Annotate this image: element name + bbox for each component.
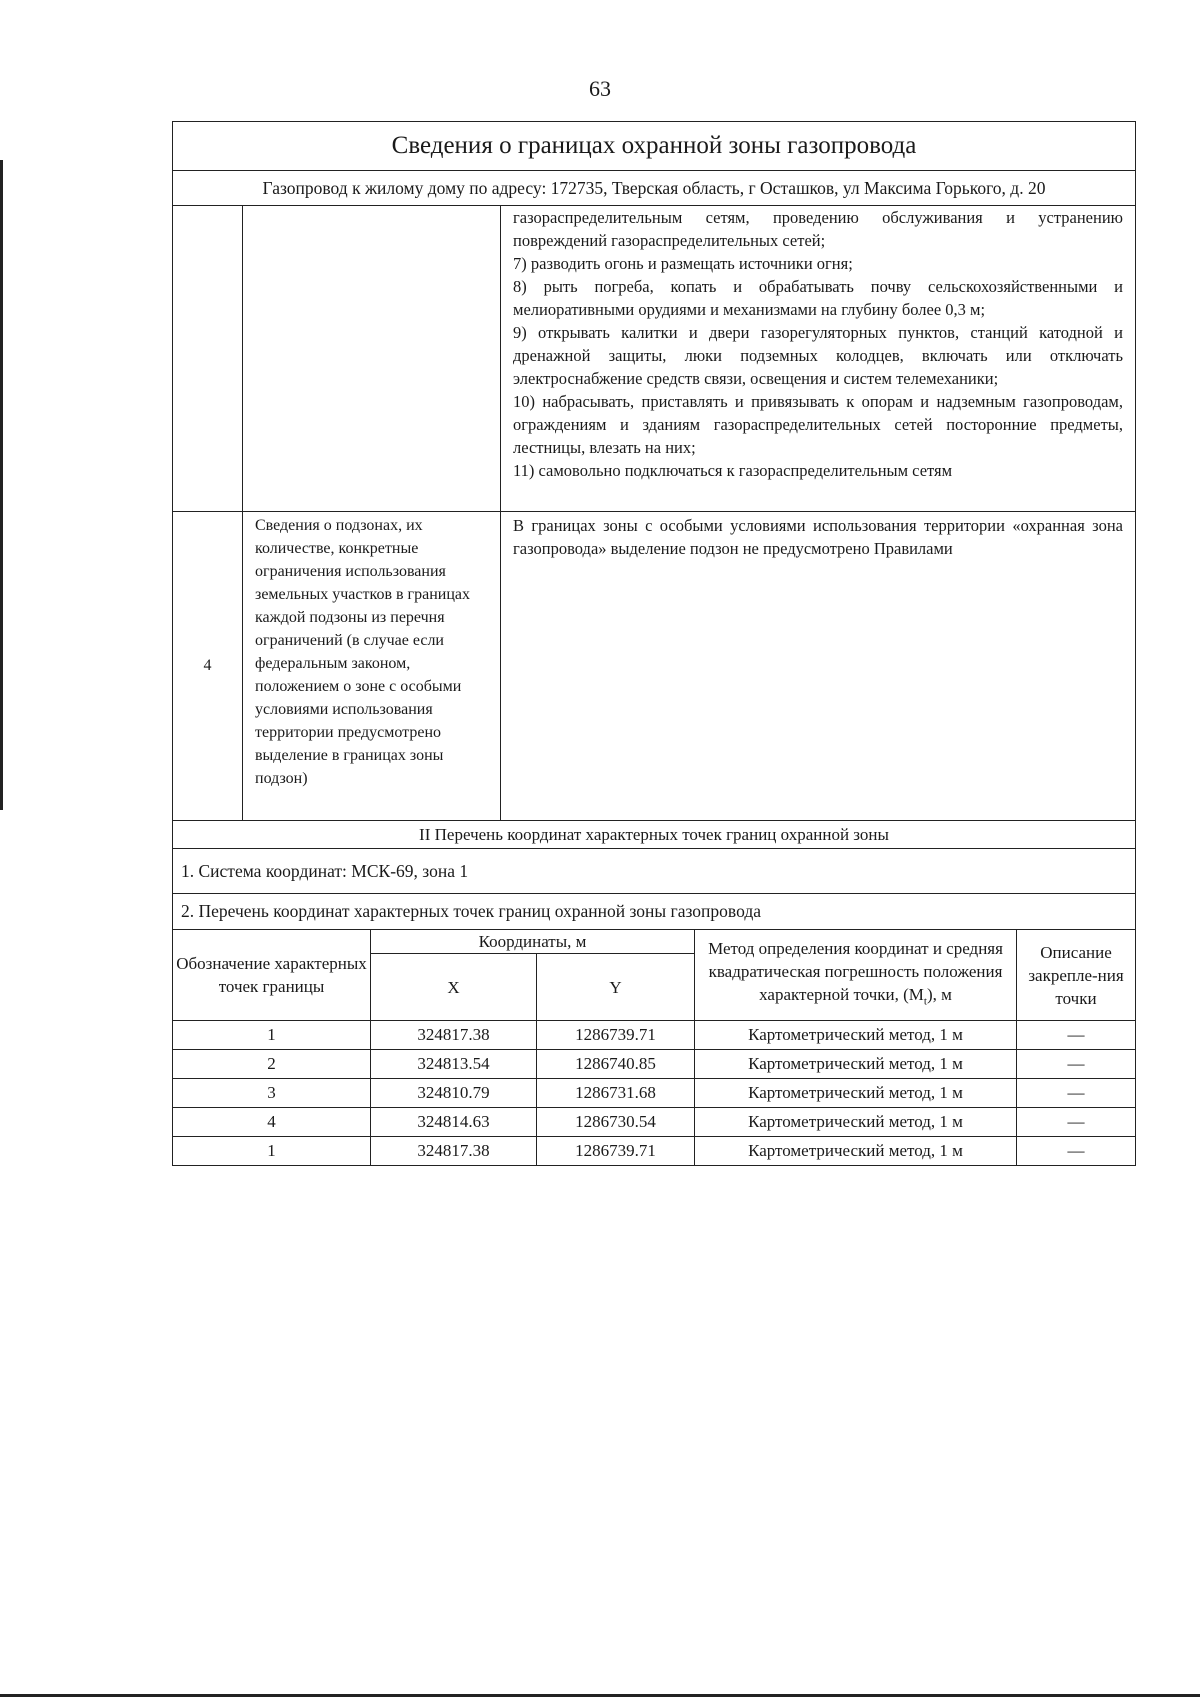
point-method: Картометрический метод, 1 м (695, 1137, 1017, 1166)
point-x: 324817.38 (371, 1021, 537, 1050)
row-value: В границах зоны с особыми условиями использования территории «охранная зона газопровода» выделение подзон не предусмотрено Правилами (501, 512, 1136, 821)
header-method-text: Метод определения координат и средняя квадратическая погрешность положения характерной точки, (M (708, 938, 1003, 1004)
point-fixing: — (1017, 1108, 1136, 1137)
point-x: 324813.54 (371, 1050, 537, 1079)
table-row (173, 1079, 1136, 1108)
document-title: Сведения о границах охранной зоны газопровода (173, 122, 1136, 171)
point-y: 1286730.54 (537, 1108, 695, 1137)
table-row (173, 512, 1136, 821)
point-fixing: — (1017, 1021, 1136, 1050)
point-id: 1 (173, 1021, 371, 1050)
header-method-subscript: t (923, 995, 927, 1008)
row-label: Сведения о подзонах, их количестве, конкретные ограничения использования земельных участков в границах каждой подзоны из перечня ограничений (в случае если федеральным законом, положением о зоне с особыми условиями использования территории предусмотрено выделение в границах зоны подзон) (243, 512, 501, 821)
table-row (173, 1050, 1136, 1079)
section-title: II Перечень координат характерных точек границ охранной зоны (173, 821, 1136, 849)
point-method: Картометрический метод, 1 м (695, 1050, 1017, 1079)
header-y: Y (537, 954, 695, 1021)
restriction-line: 7) разводить огонь и размещать источники огня; (513, 254, 853, 273)
point-y: 1286731.68 (537, 1079, 695, 1108)
coordinates-section (172, 821, 1136, 930)
restrictions-text (501, 206, 1136, 512)
point-fixing: — (1017, 1137, 1136, 1166)
restriction-line: газораспределительным сетям, проведению обслуживания и устранению повреждений газораспределительных сетей; (513, 208, 1123, 250)
point-x: 324810.79 (371, 1079, 537, 1108)
point-id: 1 (173, 1137, 371, 1166)
row-label-cell (243, 206, 501, 512)
header-designation: Обозначение характерных точек границы (173, 930, 371, 1021)
point-x: 324814.63 (371, 1108, 537, 1137)
point-y: 1286739.71 (537, 1021, 695, 1050)
point-id: 3 (173, 1079, 371, 1108)
point-fixing: — (1017, 1050, 1136, 1079)
document-body (172, 121, 1136, 1166)
point-y: 1286739.71 (537, 1137, 695, 1166)
point-y: 1286740.85 (537, 1050, 695, 1079)
header-method (695, 930, 1017, 1021)
point-id: 4 (173, 1108, 371, 1137)
row-number: 4 (173, 512, 243, 821)
point-method: Картометрический метод, 1 м (695, 1021, 1017, 1050)
zone-info-table (172, 206, 1136, 821)
header-coordinates: Координаты, м (371, 930, 695, 954)
point-method: Картометрический метод, 1 м (695, 1079, 1017, 1108)
coordinate-system: 1. Система координат: МСК-69, зона 1 (173, 849, 1136, 894)
header-x: X (371, 954, 537, 1021)
table-row (173, 1108, 1136, 1137)
document-subtitle: Газопровод к жилому дому по адресу: 172735, Тверская область, г Осташков, ул Максима Горького, д. 20 (173, 171, 1136, 206)
point-method: Картометрический метод, 1 м (695, 1108, 1017, 1137)
restriction-line: 9) открывать калитки и двери газорегуляторных пунктов, станций катодной и дренажной защиты, люки подземных колодцев, включать или отключать электроснабжение средств связи, освещения и систем телемеханики; (513, 323, 1123, 388)
points-table (172, 930, 1136, 1166)
restriction-line: 8) рыть погреба, копать и обрабатывать почву сельскохозяйственными и мелиоративными орудиями и механизмами на глубину более 0,3 м; (513, 277, 1123, 319)
scan-edge-left (0, 160, 3, 810)
header-fixing: Описание закрепле-ния точки (1017, 930, 1136, 1021)
table-row (173, 1021, 1136, 1050)
header-table (172, 121, 1136, 206)
row-number-cell (173, 206, 243, 512)
table-row (173, 206, 1136, 512)
restriction-line: 10) набрасывать, приставлять и привязывать к опорам и надземным газопроводам, ограждениям и зданиям газораспределительных сетей посторонние предметы, лестницы, влезать на них; (513, 392, 1123, 457)
table-row (173, 1137, 1136, 1166)
page-number: 63 (589, 76, 611, 101)
point-fixing: — (1017, 1079, 1136, 1108)
points-list-title: 2. Перечень координат характерных точек границ охранной зоны газопровода (173, 894, 1136, 930)
header-method-unit: ), м (926, 984, 952, 1004)
restriction-line: 11) самовольно подключаться к газораспределительным сетям (513, 461, 953, 480)
point-id: 2 (173, 1050, 371, 1079)
point-x: 324817.38 (371, 1137, 537, 1166)
